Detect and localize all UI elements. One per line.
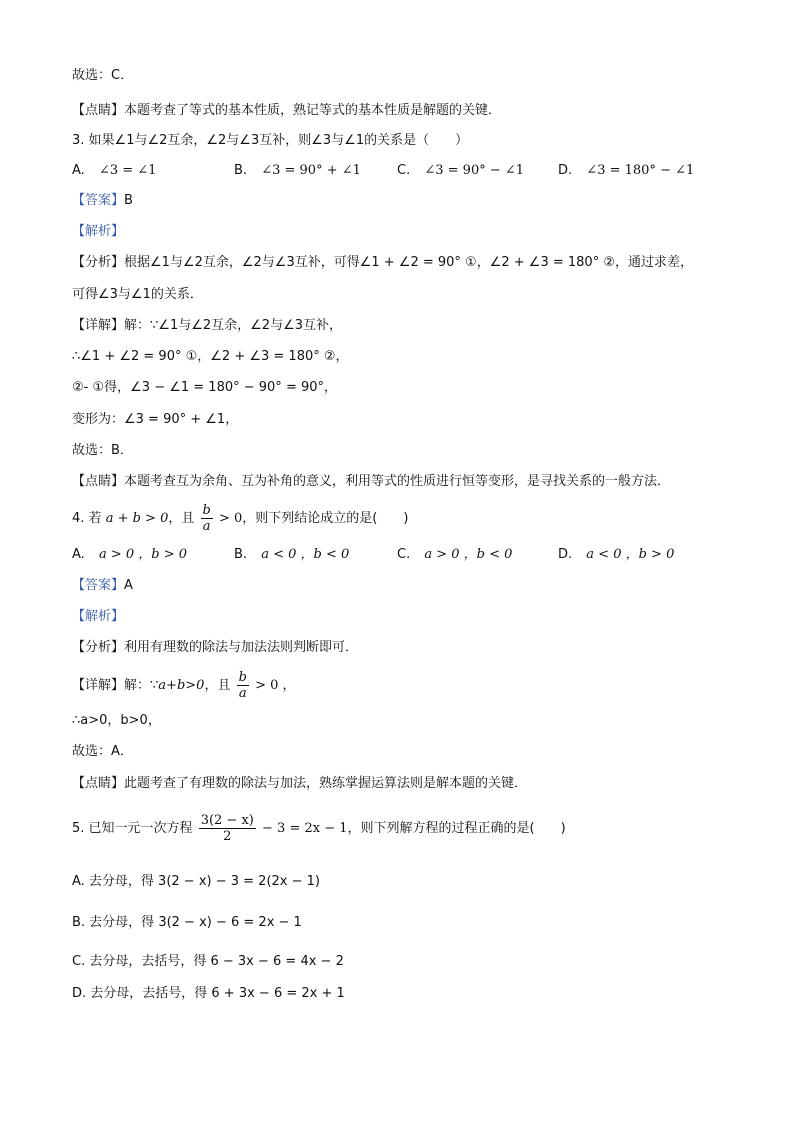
q4-option-d-text: a < 0 ，b > 0	[586, 547, 675, 562]
q3-answer-tag: 【答案】	[72, 193, 125, 208]
q3-analysis-text1: 根据∠1与∠2互余，∠2与∠3互补，可得∠1 + ∠2 = 90° ①，∠2 + ∠3 = 180° ②，通过求差，	[124, 255, 693, 270]
q4-stem-suffix: ，则下列结论成立的是( )	[242, 511, 409, 526]
q3-analysis-tag: 【分析】	[72, 255, 125, 270]
q4-comment-line: 【点睛】此题考查了有理数的除法与加法，熟练掌握运算法则是解本题的关键．	[72, 776, 528, 791]
q3-option-c-text: ∠3 = 90° − ∠1	[424, 163, 525, 178]
q3-option-a-label: A.	[72, 163, 85, 178]
q4-option-b	[234, 545, 349, 565]
q4-answer-value: A	[124, 578, 133, 593]
q3-comment-line: 【点睛】本题考查互为余角、互为补角的意义，利用等式的性质进行恒等变形，是寻找关系的一般方法．	[72, 474, 671, 489]
q3-detail-line2: ∴∠1 + ∠2 = 90° ①，∠2 + ∠3 = 180° ②，	[72, 349, 349, 364]
q4-answer-tag: 【答案】	[72, 578, 125, 593]
q3-option-c-label: C.	[397, 163, 411, 178]
q4-stem-prefix: 4. 若	[72, 511, 102, 526]
q5-option-b: B. 去分母，得 3(2 − x) − 6 = 2x − 1	[72, 915, 302, 930]
q5-stem-frac-den: 2	[223, 829, 232, 844]
q4-stem-frac-den: a	[202, 519, 211, 534]
q4-option-b-text: a < 0 ，b < 0	[261, 547, 350, 562]
q3-option-a	[72, 161, 156, 181]
q3-option-d-label: D.	[558, 163, 573, 178]
q3-option-d	[558, 161, 694, 181]
q2-choose-line: 故选：C．	[72, 68, 134, 83]
q5-option-d: D. 去分母，去括号，得 6 + 3x − 6 = 2x + 1	[72, 986, 345, 1001]
q4-jiexi-tag: 【解析】	[72, 609, 125, 624]
q3-choose-line: 故选：B．	[72, 443, 133, 458]
q4-stem-frac-num: b	[202, 503, 211, 518]
q3-detail-line1	[72, 316, 342, 336]
q4-detail-mid: ，且	[204, 678, 231, 693]
q4-detail-tag: 【详解】	[72, 678, 125, 693]
q3-stem: 3. 如果∠1与∠2互余，∠2与∠3互补，则∠3与∠1的关系是（ ）	[72, 133, 469, 148]
q3-analysis-line2: 可得∠3与∠1的关系．	[72, 287, 203, 302]
q5-stem-equation: − 3 = 2x − 1	[262, 821, 348, 836]
q4-choose-line: 故选：A．	[72, 744, 133, 759]
q4-analysis-tag: 【分析】	[72, 640, 125, 655]
q4-detail-cond2: > 0 ，	[255, 678, 296, 693]
q3-option-d-text: ∠3 = 180° − ∠1	[586, 163, 695, 178]
q4-detail-line1	[72, 670, 296, 701]
q4-stem	[72, 503, 408, 534]
q3-detail-tag: 【详解】	[72, 318, 125, 333]
q5-stem-prefix: 5. 已知一元一次方程	[72, 821, 193, 836]
q4-detail-fraction	[237, 670, 249, 701]
q4-analysis-line	[72, 638, 358, 658]
q4-detail-frac-den: a	[238, 686, 247, 701]
q3-option-b	[234, 161, 361, 181]
q5-stem-suffix: ，则下列解方程的过程正确的是( )	[347, 821, 566, 836]
q3-jiexi-tag: 【解析】	[72, 224, 125, 239]
q3-option-b-text: ∠3 = 90° + ∠1	[261, 163, 361, 178]
q4-detail-line2: ∴a>0，b>0，	[72, 713, 161, 728]
q3-option-a-text: ∠3 = ∠1	[98, 163, 157, 178]
q4-stem-fraction	[201, 503, 213, 534]
q5-option-a: A. 去分母，得 3(2 − x) − 3 = 2(2x − 1)	[72, 874, 320, 889]
q4-stem-mid: ，且	[168, 511, 195, 526]
q4-option-b-label: B.	[234, 547, 248, 562]
q5-stem-fraction	[199, 813, 256, 844]
q4-analysis-text: 利用有理数的除法与加法法则判断即可．	[124, 640, 359, 655]
q4-option-c	[397, 545, 512, 565]
q2-comment-line: 【点睛】本题考查了等式的基本性质，熟记等式的基本性质是解题的关键．	[72, 103, 502, 118]
q5-option-c: C. 去分母，去括号，得 6 − 3x − 6 = 4x − 2	[72, 954, 344, 969]
q4-detail-cond1: a+b>0	[158, 678, 205, 693]
q3-detail-line3: ②- ①得，∠3 − ∠1 = 180° − 90° = 90°，	[72, 380, 338, 395]
q4-option-d-label: D.	[558, 547, 573, 562]
q4-answer-line	[72, 576, 133, 596]
q4-detail-prefix: 解：∵	[124, 678, 159, 693]
q5-stem-frac-num: 3(2 − x)	[200, 813, 254, 828]
q4-option-a-label: A.	[72, 547, 85, 562]
q3-detail-line4: 变形为：∠3 = 90° + ∠1，	[72, 412, 239, 427]
q5-stem	[72, 809, 566, 849]
q4-option-c-text: a > 0 ，b < 0	[424, 547, 513, 562]
q4-option-a-text: a > 0 ，b > 0	[98, 547, 187, 562]
q3-answer-value: B	[124, 193, 133, 208]
q4-option-c-label: C.	[397, 547, 411, 562]
q3-option-b-label: B.	[234, 163, 248, 178]
q4-option-a	[72, 545, 187, 565]
q4-option-d	[558, 545, 674, 565]
q3-analysis-line1	[72, 253, 693, 273]
q4-detail-frac-num: b	[238, 670, 247, 685]
q3-option-c	[397, 161, 524, 181]
q4-stem-cond2: > 0	[218, 511, 243, 526]
q3-answer-line	[72, 191, 133, 211]
q3-detail-text1: 解：∵∠1与∠2互余，∠2与∠3互补，	[124, 318, 342, 333]
q4-stem-cond1: a + b > 0	[105, 511, 169, 526]
